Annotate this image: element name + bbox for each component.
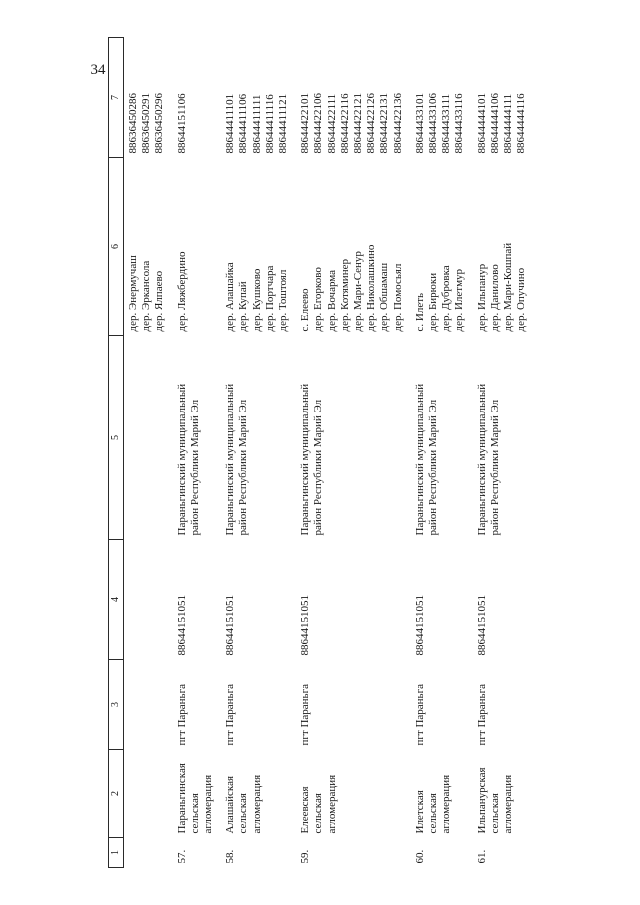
cell-line: сельская xyxy=(237,793,250,834)
table-row xyxy=(124,38,173,868)
center-name xyxy=(411,660,473,750)
cell-line: Елеевская xyxy=(299,786,312,834)
agglomeration-name xyxy=(473,750,535,838)
settlement-codes xyxy=(411,38,473,158)
oktmo-code xyxy=(124,540,173,660)
agglomeration-name xyxy=(411,750,473,838)
column-number-5: 5 xyxy=(109,336,124,540)
agglomeration-name xyxy=(124,750,173,838)
column-number-2: 2 xyxy=(109,750,124,838)
cell-line: 88644444101 xyxy=(475,93,488,154)
settlements-table xyxy=(108,37,534,868)
cell-line: дер. Илетмур xyxy=(453,268,466,332)
cell-line: дер. Данилово xyxy=(488,264,501,332)
cell-line: дер. Тоштоял xyxy=(277,269,290,332)
center-name xyxy=(296,660,411,750)
settlement-codes xyxy=(296,38,411,158)
cell-line: 88636450291 xyxy=(140,93,153,154)
agglomeration-name xyxy=(296,750,411,838)
cell-line: дер. Бирюки xyxy=(427,272,440,332)
settlement-list xyxy=(124,158,173,336)
cell-line: дер. Мари-Кошпай xyxy=(502,242,515,332)
row-number: 58. xyxy=(224,849,237,864)
cell-line: дер. Опучино xyxy=(515,267,528,332)
cell-line: 88644422116 xyxy=(338,93,351,154)
cell-line: сельская xyxy=(312,793,325,834)
cell-line: район Республики Марий Эл xyxy=(312,399,325,536)
cell-line: дер. Егорково xyxy=(312,267,325,332)
cell-line: с. Елеево xyxy=(299,288,312,332)
cell-line: 88636450286 xyxy=(127,93,139,154)
cell-line: 88644422126 xyxy=(365,93,378,154)
cell-line: 88644411116 xyxy=(263,94,276,154)
cell-line: агломерация xyxy=(202,774,215,834)
cell-line: 88644411106 xyxy=(237,93,250,154)
cell-line: 88644422101 xyxy=(299,93,312,154)
cell-line: Параньгинский муниципальный xyxy=(413,383,426,536)
cell-line: район Республики Марий Эл xyxy=(237,399,250,536)
cell-line: сельская xyxy=(427,793,440,834)
cell-line: пгт Параньга xyxy=(224,684,237,746)
cell-line: 88644433101 xyxy=(413,93,426,154)
settlement-codes xyxy=(173,38,222,158)
cell-line: Илетская xyxy=(413,790,426,834)
cell-line: Параньгинский муниципальный xyxy=(175,383,188,536)
agglomeration-name xyxy=(173,750,222,838)
table-row xyxy=(411,38,473,868)
cell-line: пгт Параньга xyxy=(175,684,188,746)
cell-line: 88644151051 xyxy=(224,595,237,656)
column-number-1: 1 xyxy=(109,838,124,868)
cell-line: пгт Параньга xyxy=(475,684,488,746)
cell-line: 88644422121 xyxy=(352,93,365,154)
district-name xyxy=(296,336,411,540)
cell-line: дер. Эркансола xyxy=(140,260,153,332)
settlement-codes xyxy=(473,38,535,158)
cell-line: район Республики Марий Эл xyxy=(488,399,501,536)
cell-line: Параньгинский муниципальный xyxy=(299,383,312,536)
cell-line: 88644422131 xyxy=(378,93,391,154)
settlement-codes xyxy=(221,38,296,158)
row-number: 57. xyxy=(175,849,188,864)
center-name xyxy=(221,660,296,750)
cell-line: 88644151051 xyxy=(413,595,426,656)
district-name xyxy=(411,336,473,540)
cell-line: 88644422111 xyxy=(325,93,338,154)
settlement-codes xyxy=(124,38,173,158)
row-number: 60. xyxy=(413,849,426,864)
cell-line: дер. Обшамаш xyxy=(378,262,391,332)
column-number-3: 3 xyxy=(109,660,124,750)
row-number: 59. xyxy=(299,849,312,864)
agglomeration-name xyxy=(221,750,296,838)
cell-line: Алашайская xyxy=(224,775,237,834)
table-row xyxy=(296,38,411,868)
row-number xyxy=(124,838,173,868)
column-number-4: 4 xyxy=(109,540,124,660)
center-name xyxy=(473,660,535,750)
settlement-list xyxy=(411,158,473,336)
center-name xyxy=(124,660,173,750)
cell-line: 88644444111 xyxy=(502,93,515,154)
cell-line: 88644151106 xyxy=(175,93,188,154)
cell-line: район Республики Марий Эл xyxy=(427,399,440,536)
cell-line: 88644444106 xyxy=(488,93,501,154)
column-number-6: 6 xyxy=(109,158,124,336)
table-row xyxy=(173,38,222,868)
oktmo-code xyxy=(221,540,296,660)
cell-line: пгт Параньга xyxy=(299,684,312,746)
oktmo-code xyxy=(411,540,473,660)
district-name xyxy=(173,336,222,540)
column-number-7: 7 xyxy=(109,38,124,158)
cell-line: 88644444116 xyxy=(515,93,528,154)
cell-line: район Республики Марий Эл xyxy=(188,399,201,536)
cell-line: дер. Кушково xyxy=(250,268,263,332)
cell-line: 88644433116 xyxy=(453,93,466,154)
cell-line: 88644422136 xyxy=(391,93,404,154)
cell-line: 88644411111 xyxy=(250,94,263,154)
cell-line: Параньгинский муниципальный xyxy=(224,383,237,536)
cell-line: дер. Ялпаево xyxy=(153,270,166,332)
cell-line: дер. Купай xyxy=(237,281,250,332)
cell-line: дер. Портчара xyxy=(263,265,276,332)
cell-line: пгт Параньга xyxy=(413,684,426,746)
cell-line: дер. Алашайка xyxy=(224,262,237,332)
table-body xyxy=(124,38,535,868)
header-row xyxy=(109,38,124,868)
cell-line: 88644151051 xyxy=(175,595,188,656)
cell-line: дер. Ляжбердино xyxy=(175,251,188,332)
cell-line: Параньгинский муниципальный xyxy=(475,383,488,536)
oktmo-code xyxy=(173,540,222,660)
cell-line: 88644151051 xyxy=(299,595,312,656)
district-name xyxy=(221,336,296,540)
cell-line: 88644422106 xyxy=(312,93,325,154)
cell-line: агломерация xyxy=(440,774,453,834)
table-header xyxy=(109,38,124,868)
district-name xyxy=(473,336,535,540)
cell-line: дер. Николашкино xyxy=(365,244,378,332)
cell-line: 88636450296 xyxy=(153,93,166,154)
cell-line: дер. Вочарма xyxy=(325,269,338,332)
cell-line: 88644433106 xyxy=(427,93,440,154)
settlement-list xyxy=(296,158,411,336)
cell-line: 88644411121 xyxy=(277,93,290,154)
page-number: 34 xyxy=(90,62,106,78)
cell-line: дер. Мари-Сенур xyxy=(352,251,365,332)
cell-line: Параньгинская xyxy=(175,763,188,834)
cell-line: с. Илеть xyxy=(413,292,426,332)
cell-line: 88644433111 xyxy=(440,93,453,154)
oktmo-code xyxy=(473,540,535,660)
table-row xyxy=(473,38,535,868)
cell-line: 88644411101 xyxy=(224,93,237,154)
cell-line: агломерация xyxy=(502,774,515,834)
cell-line: дер. Помосьял xyxy=(391,263,404,332)
cell-line: сельская xyxy=(188,793,201,834)
row-number: 61. xyxy=(475,849,488,864)
center-name xyxy=(173,660,222,750)
cell-line: агломерация xyxy=(325,774,338,834)
cell-line: Ильпанурская xyxy=(475,767,488,834)
cell-line: сельская xyxy=(488,793,501,834)
cell-line: 88644151051 xyxy=(475,595,488,656)
cell-line: агломерация xyxy=(250,774,263,834)
settlement-list xyxy=(173,158,222,336)
oktmo-code xyxy=(296,540,411,660)
rotated-table-container xyxy=(108,38,583,868)
settlement-list xyxy=(473,158,535,336)
cell-line: дер. Котяминер xyxy=(338,259,351,332)
cell-line: дер. Ильпанур xyxy=(475,263,488,332)
district-name xyxy=(124,336,173,540)
settlement-list xyxy=(221,158,296,336)
cell-line: дер. Дубровка xyxy=(440,265,453,332)
cell-line: дер. Энермучаш xyxy=(127,255,139,332)
table-row xyxy=(221,38,296,868)
